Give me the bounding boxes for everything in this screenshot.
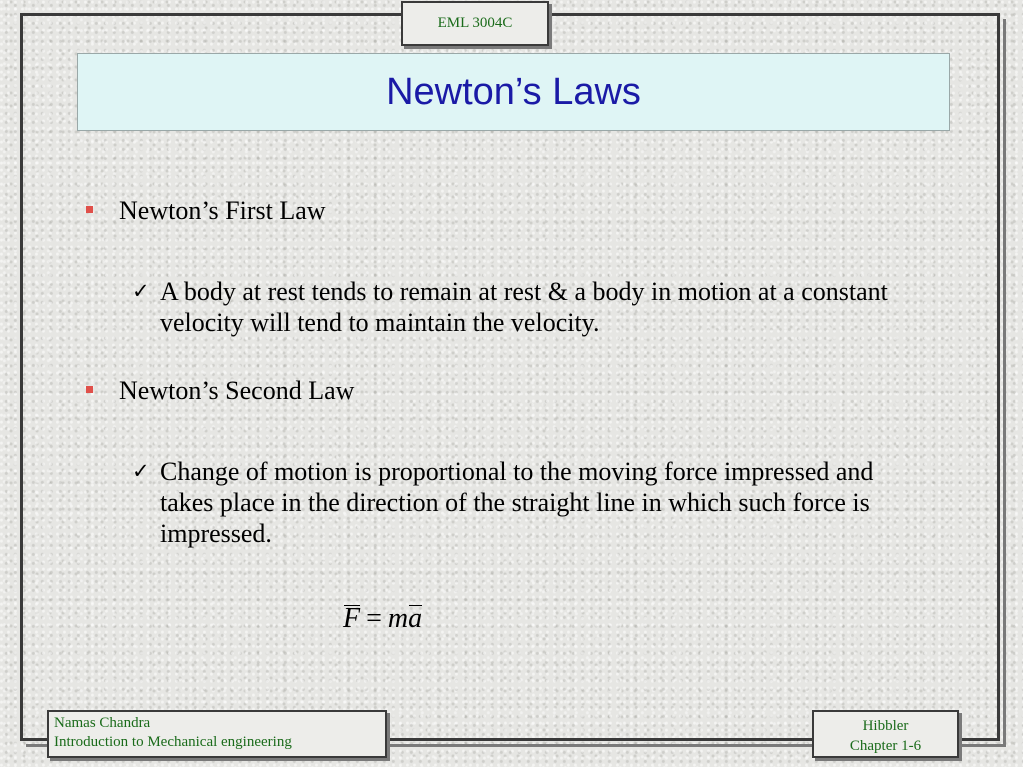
course-code: EML 3004C [437,15,513,31]
force-vector: F [343,603,361,634]
sub-bullet-text: A body at rest tends to remain at rest & a body in motion at a constant velocity will tend to maintain the velocity. [160,277,888,337]
title-box [77,53,950,131]
bullet-first-law [86,196,326,226]
newton-second-law-equation [343,603,422,635]
acceleration-vector: a [408,603,423,634]
bullet-label: Newton’s Second Law [119,376,355,405]
footer-course-name: Introduction to Mechanical engineering [54,734,292,750]
footer-chapter: Chapter 1-6 [849,738,922,754]
sub-bullet-second-law [132,456,932,549]
slide-title: Newton’s Laws [386,70,641,113]
footer-author: Namas Chandra [54,715,151,731]
square-bullet-icon [86,206,93,213]
bullet-second-law [86,376,354,406]
sub-bullet-text: Change of motion is proportional to the moving force impressed and takes place in the direction of the straight line in which such force is impressed. [160,457,874,548]
sub-bullet-first-law [132,276,932,338]
check-icon: ✓ [132,459,150,483]
check-icon: ✓ [132,279,150,303]
course-code-box [401,1,549,46]
bullet-label: Newton’s First Law [119,196,326,225]
square-bullet-icon [86,386,93,393]
footer-course-info [47,710,387,758]
footer-reference [812,710,959,758]
mass-symbol: m [387,603,409,634]
footer-reference-name: Hibbler [862,718,909,734]
equals-sign: = [366,603,382,634]
